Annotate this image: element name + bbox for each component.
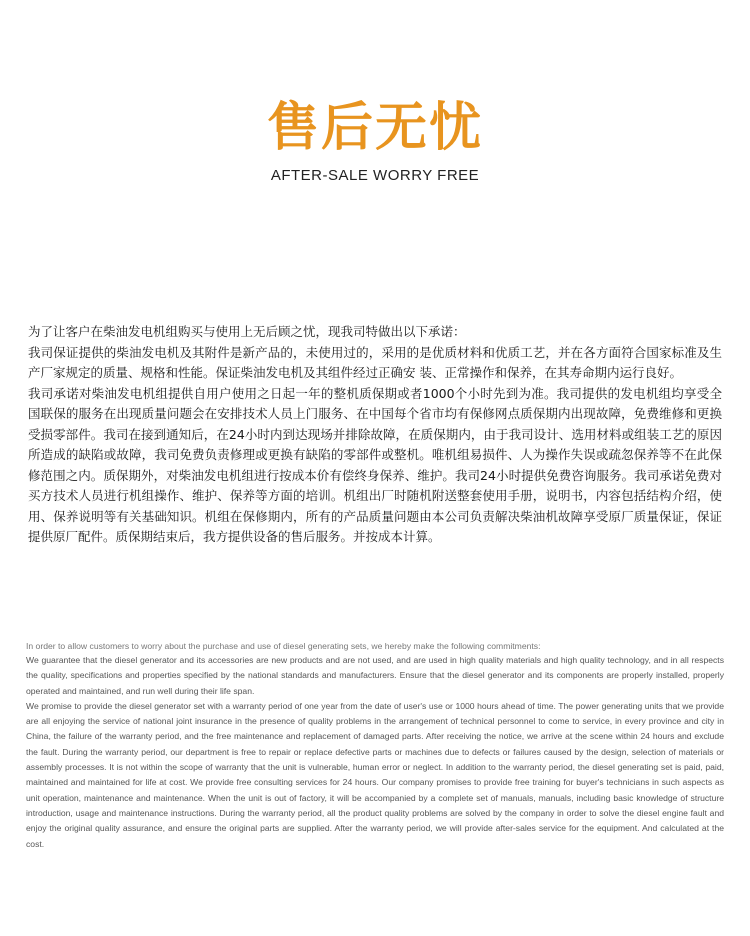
- english-intro: In order to allow customers to worry about the purchase and use of diesel generating sets, we hereby make the following commitments:: [26, 641, 541, 651]
- page-title-chinese: 售后无忧: [266, 98, 483, 158]
- english-paragraph-quality: We guarantee that the diesel generator and its accessories are new products and are not used, and are used in high quality materials and high quality technology, and in all respects the quality, specifications and properties specified by the national standards and manufacturers. Ensure that the diesel generator and its components are properly installed, properly operated and maintained, and run well during their life span.: [26, 655, 724, 696]
- chinese-paragraph-quality: 我司保证提供的柴油发电机及其附件是新产品的，未使用过的，采用的是优质材料和优质工艺，并在各方面符合国家标准及生产厂家规定的质量、规格和性能。保证柴油发电机及其组件经过正确安 装、正常操作和保养，在其寿命期内运行良好。: [28, 344, 722, 380]
- page-subtitle-english: AFTER-SALE WORRY FREE: [270, 167, 480, 184]
- english-paragraph-warranty: We promise to provide the diesel generator set with a warranty period of one year from the date of user's use or 1000 hours ahead of time. The power generating units that we provide are all enjoying the service of national joint insurance in the presence of quality problems in the arrangement of technical personnel to come to service, in every province and city in China, the failure of the warranty period, and the free maintenance and replacement of damaged parts. After receiving the notice, we arrive at the scene within 24 hours and exclude the fault. During the warranty period, our department is free to repair or replace defective parts or machines due to defects or failures caused by the design, selection of materials or assembly processes. It is not within the scope of warranty that the unit is vulnerable, human error or neglect. In addition to the warranty period, the diesel generating set is paid, paid, maintained and maintained for life at cost. We provide free consulting services for 24 hours. Our company promises to provide free training for buyer's technicians in such aspects as unit operation, maintenance and maintenance. When the unit is out of factory, it will be accompanied by a complete set of manuals, manuals, including basic knowledge of structure introduction, usage and maintenance instructions. During the warranty period, all the product quality problems are solved by the company in order to solve the diesel engine fault and enjoy the original quality assurance, and ensure the original parts are supplied. After the warranty period, we will provide after-sales service for the equipment. And calculated at the cost.: [26, 700, 724, 849]
- english-commitment-section: [26, 640, 724, 852]
- chinese-paragraph-warranty: 我司承诺对柴油发电机组提供自用户使用之日起一年的整机质保期或者1000个小时先到为准。我司提供的发电机组均享受全国联保的服务在出现质量问题会在安排技术人员上门服务、在中国每个省市均有保修网点质保期内出现故障，免费维修和更换受损零部件。我司在接到通知后，在24小时内到达现场并排除故障，在质保期内，由于我司设计、选用材料或组装工艺的原因所造成的缺陷或故障，我司免费负责修理或更换有缺陷的零部件或整机。唯机组易损件、人为操作失误或疏忽保养等不在此保修范围之内。质保期外，对柴油发电机组进行按成本价有偿终身保养、维护。我司24小时提供免费咨询服务。我司承诺免费对买方技术人员进行机组操作、维护、保养等方面的培训。机组出厂时随机附送整套使用手册，说明书，内容包括结构介绍，使用、保养说明等有关基础知识。机组在保修期内，所有的产品质量问题由本公司负责解决柴油机故障享受原厂质量保证，保证提供原厂配件。质保期结束后，我方提供设备的售后服务。并按成本计算。: [28, 385, 722, 544]
- chinese-commitment-section: [28, 322, 722, 548]
- chinese-intro: 为了让客户在柴油发电机组购买与使用上无后顾之忧，现我司特做出以下承诺：: [28, 324, 466, 339]
